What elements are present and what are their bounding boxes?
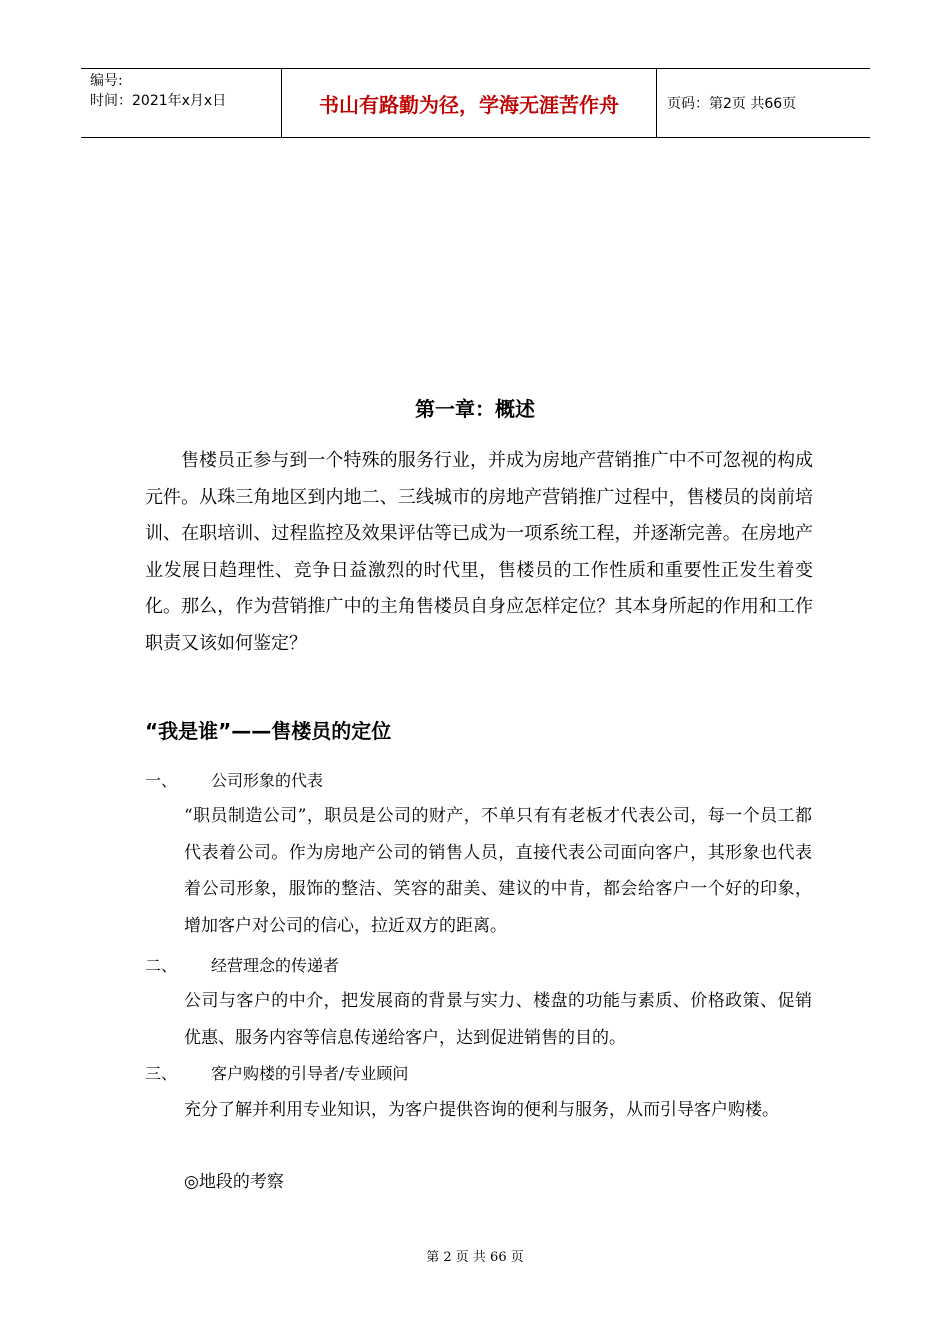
list-item-2-body: 公司与客户的中介，把发展商的背景与实力、楼盘的功能与素质、价格政策、促销优惠、服务内容等信息传递给客户，达到促进销售的目的。 [184,991,812,1048]
list-item-3-heading [145,1062,408,1086]
section-title: “我是谁”——售楼员的定位 [145,719,392,743]
item-title: 经营理念的传递者 [211,956,340,975]
item-number: 三、 [145,1064,178,1083]
page-footer: 第 2 页 共 66 页 [426,1250,524,1265]
page-info: 页码：第2页 共66页 [667,96,797,112]
motto: 书山有路勤为径，学海无涯苦作舟 [282,69,657,137]
chapter-title: 第一章：概述 [415,397,535,421]
item-number: 一、 [145,771,178,790]
list-item-2-heading [145,954,339,978]
header-left-cell [81,69,282,137]
number-label: 编号: [90,73,123,89]
list-item-1-heading [145,769,323,793]
item-title: 客户购楼的引导者/专业顾问 [211,1064,409,1083]
item-title: 公司形象的代表 [211,771,324,790]
list-item-1-body: “职员制造公司”，职员是公司的财产，不单只有有老板才代表公司，每一个员工都代表着公司。作为房地产公司的销售人员，直接代表公司面向客户，其形象也代表着公司形象，服饰的整洁、笑容的甜美、建议的中肯，都会给客户一个好的印象，增加客户对公司的信心，拉近双方的距离。 [184,806,812,936]
page-header [81,68,870,138]
time-label: 时间：2021年x月x日 [90,93,227,109]
sub-point: ◎地段的考察 [184,1172,284,1192]
list-item-3-body: 充分了解并利用专业知识，为客户提供咨询的便利与服务，从而引导客户购楼。 [184,1100,779,1120]
intro-paragraph: 售楼员正参与到一个特殊的服务行业，并成为房地产营销推广中不可忽视的构成元件。从珠三角地区到内地二、三线城市的房地产营销推广过程中，售楼员的岗前培训、在职培训、过程监控及效果评估等已成为一项系统工程，并逐渐完善。在房地产业发展日趋理性、竞争日益激烈的时代里，售楼员的工作性质和重要性正发生着变化。那么，作为营销推广中的主角售楼员自身应怎样定位？其本身所起的作用和工作职责又该如何鉴定？ [145,450,813,654]
item-number: 二、 [145,956,178,975]
